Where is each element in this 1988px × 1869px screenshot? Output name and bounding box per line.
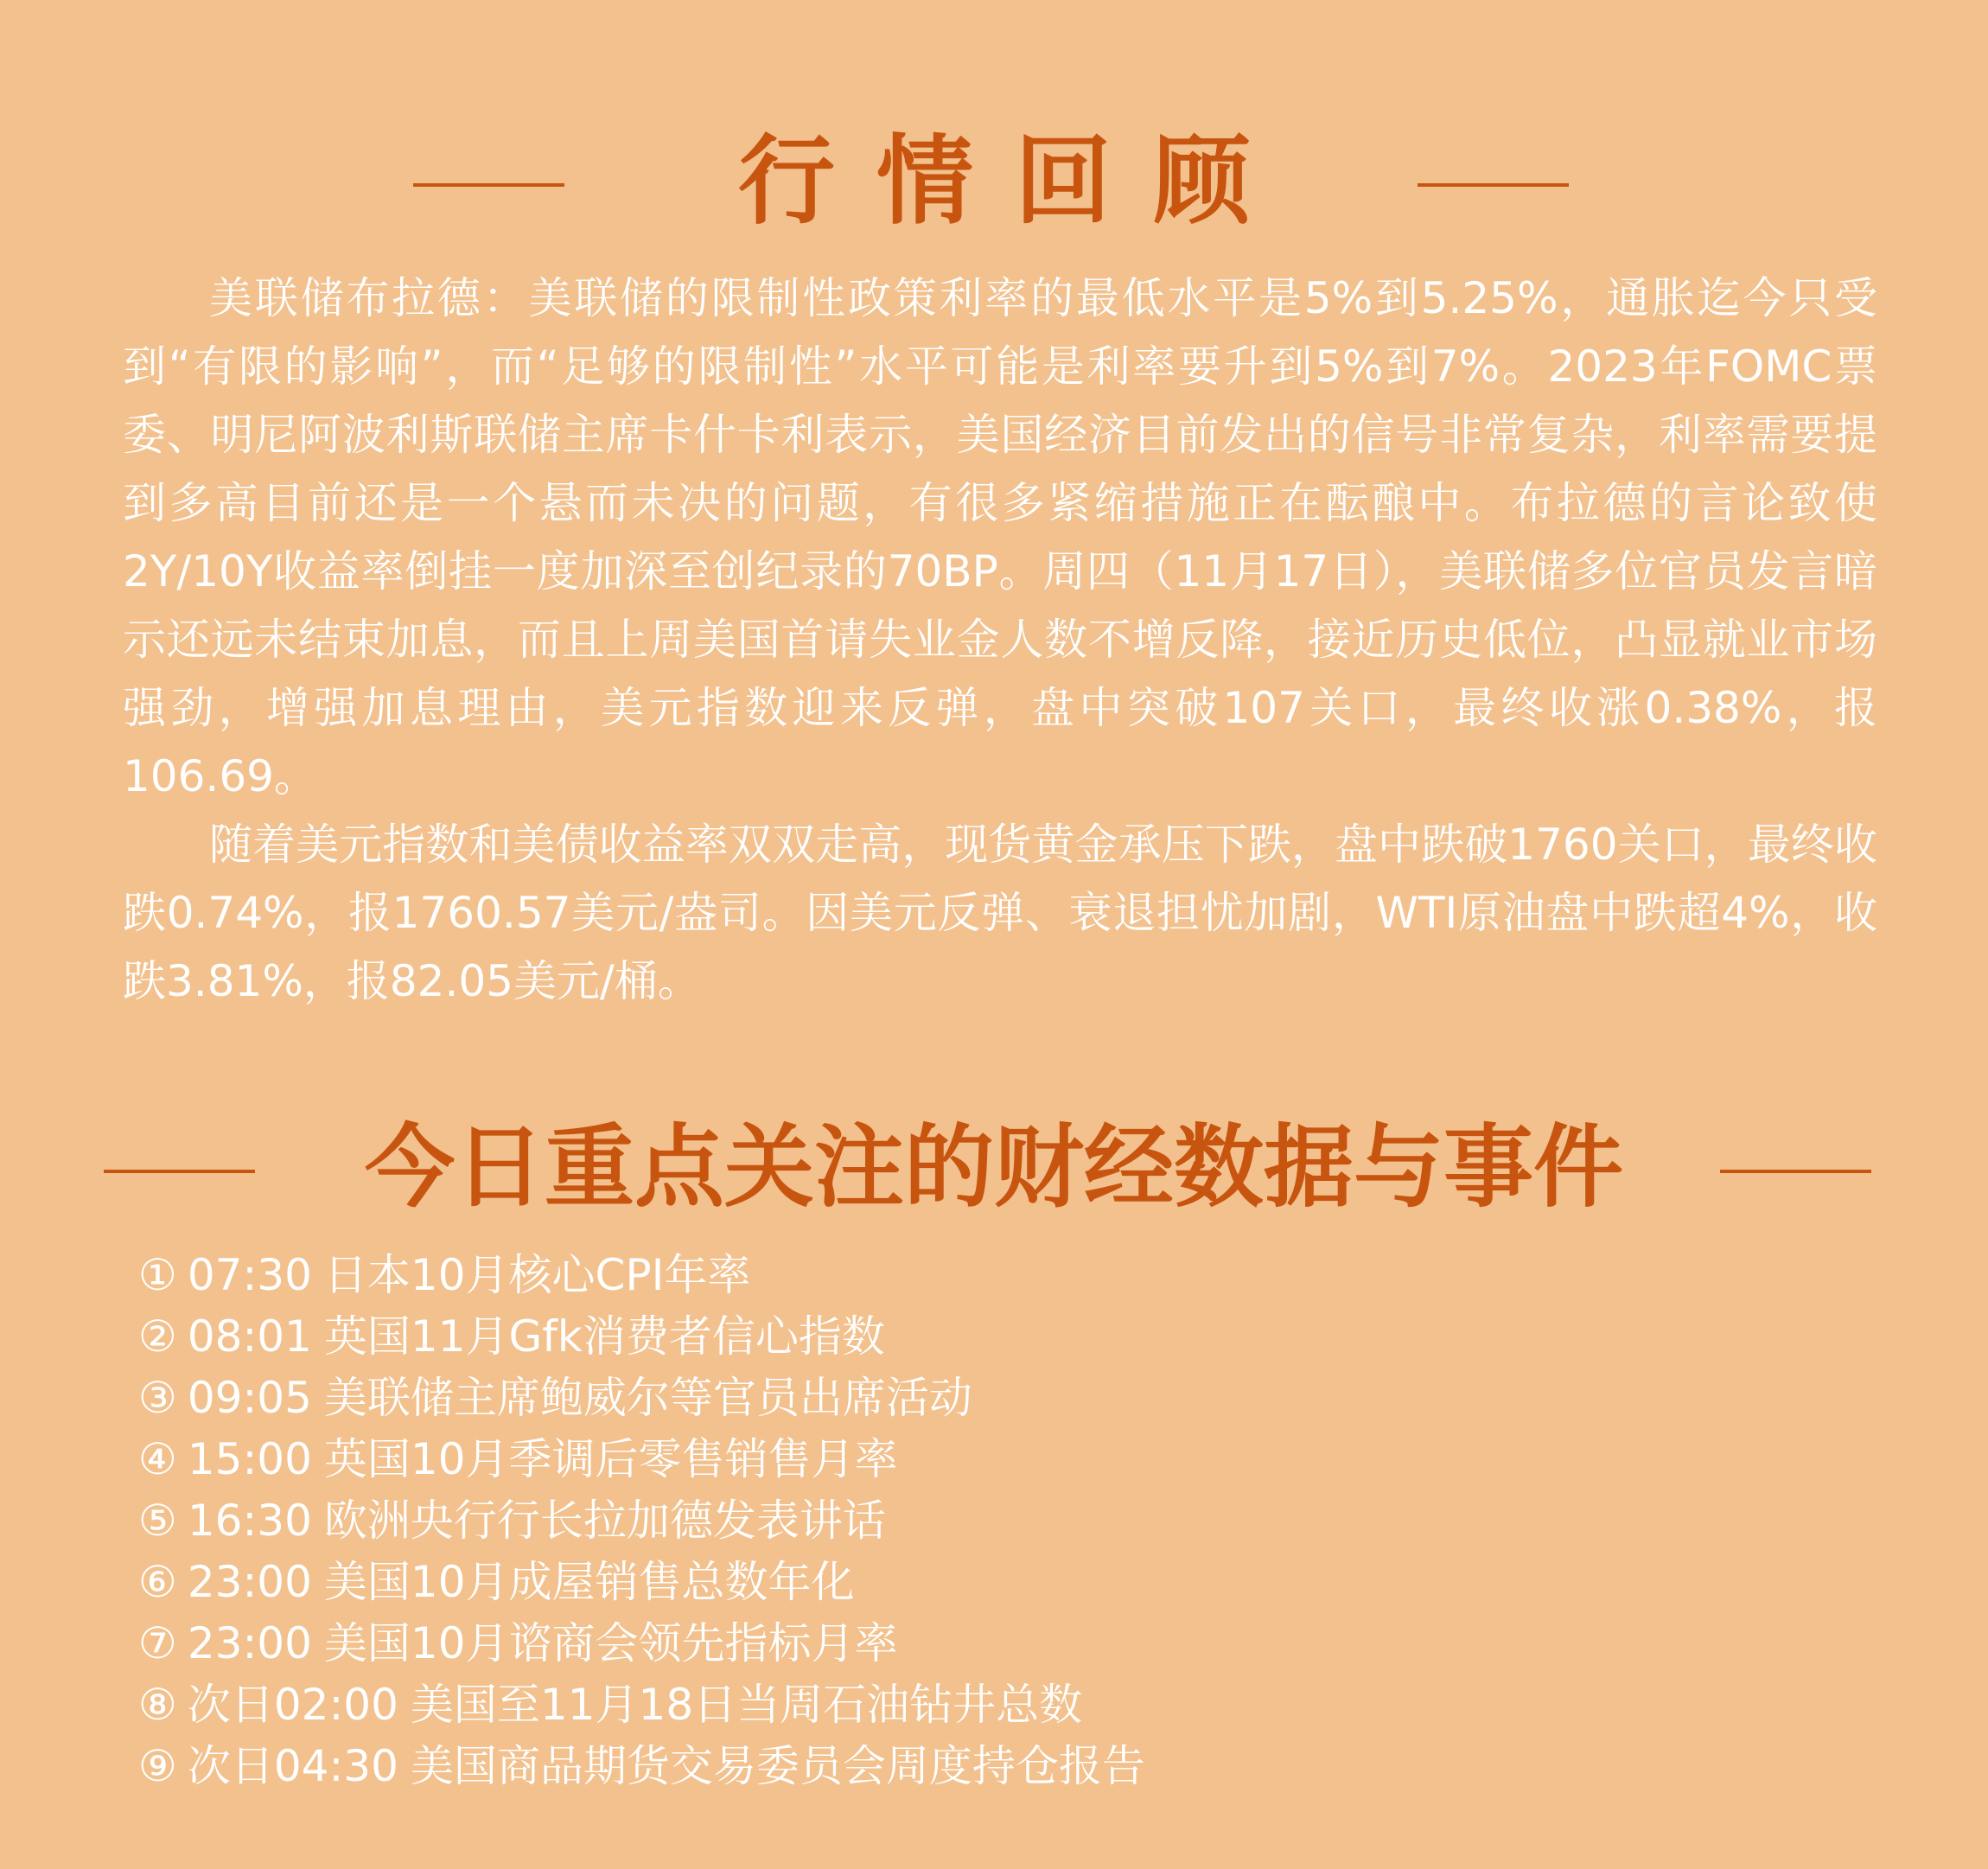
event-text: 美国10月成屋销售总数年化 — [323, 1557, 855, 1607]
event-number: ⑤ — [138, 1496, 177, 1546]
event-text: 日本10月核心CPI年率 — [323, 1250, 751, 1300]
review-paragraph-2: 随着美元指数和美债收益率双双走高，现货黄金承压下跌，盘中跌破1760关口，最终收跌0.74%，报1760.57美元/盎司。因美元反弹、衰退担忧加剧，WTI原油盘中跌超4%，收跌3.81%，报82.05美元/桶。 — [123, 820, 1877, 1006]
event-time: 15:00 — [187, 1434, 312, 1484]
event-text: 美国至11月18日当周石油钻井总数 — [410, 1680, 1083, 1730]
event-time: 次日02:00 — [187, 1680, 398, 1730]
event-number: ④ — [138, 1434, 177, 1484]
event-item — [138, 1736, 1145, 1797]
event-text: 英国10月季调后零售销售月率 — [323, 1434, 898, 1484]
event-time: 07:30 — [187, 1250, 312, 1300]
event-item — [138, 1306, 1145, 1368]
events-title: 今日重点关注的财经数据与事件 — [364, 1114, 1623, 1220]
event-time: 次日04:30 — [187, 1741, 398, 1791]
event-text: 欧洲央行行长拉加德发表讲话 — [323, 1496, 886, 1546]
event-number: ⑨ — [138, 1741, 177, 1791]
events-title-rule-right — [1720, 1170, 1871, 1173]
event-number: ② — [138, 1311, 177, 1362]
event-time: 09:05 — [187, 1373, 312, 1423]
event-item — [138, 1245, 1145, 1306]
event-item — [138, 1368, 1145, 1429]
event-text: 英国11月Gfk消费者信心指数 — [323, 1311, 885, 1362]
event-number: ③ — [138, 1373, 177, 1423]
event-text: 美国10月谘商会领先指标月率 — [323, 1618, 898, 1668]
review-paragraph-1: 美联储布拉德：美联储的限制性政策利率的最低水平是5%到5.25%，通胀迄今只受到“有限的影响”，而“足够的限制性”水平可能是利率要升到5%到7%。2023年FOMC票委、明尼阿波利斯联储主席卡什卡利表示，美国经济目前发出的信号非常复杂，利率需要提到多高目前还是一个悬而未决的问题，有很多紧缩措施正在酝酿中。布拉德的言论致使2Y/10Y收益率倒挂一度加深至创纪录的70BP。周四（11月17日），美联储多位官员发言暗示还远未结束加息，而且上周美国首请失业金人数不增反降，接近历史低位，凸显就业市场强劲，增强加息理由，美元指数迎来反弹，盘中突破107关口，最终收涨0.38%，报106.69。 — [123, 273, 1877, 801]
event-time: 23:00 — [187, 1618, 312, 1668]
event-number: ① — [138, 1250, 177, 1300]
market-review-body — [123, 265, 1877, 1016]
event-item — [138, 1429, 1145, 1490]
event-item — [138, 1613, 1145, 1674]
event-number: ⑦ — [138, 1618, 177, 1668]
event-number: ⑧ — [138, 1680, 177, 1730]
events-list — [138, 1245, 1145, 1797]
event-item — [138, 1552, 1145, 1613]
event-item — [138, 1490, 1145, 1552]
title-rule-right — [1418, 183, 1569, 187]
market-review-title: 行情回顾 — [738, 125, 1291, 238]
event-item — [138, 1674, 1145, 1736]
event-time: 16:30 — [187, 1496, 312, 1546]
event-time: 23:00 — [187, 1557, 312, 1607]
event-time: 08:01 — [187, 1311, 312, 1362]
event-number: ⑥ — [138, 1557, 177, 1607]
event-text: 美国商品期货交易委员会周度持仓报告 — [410, 1741, 1145, 1791]
event-text: 美联储主席鲍威尔等官员出席活动 — [323, 1373, 972, 1423]
